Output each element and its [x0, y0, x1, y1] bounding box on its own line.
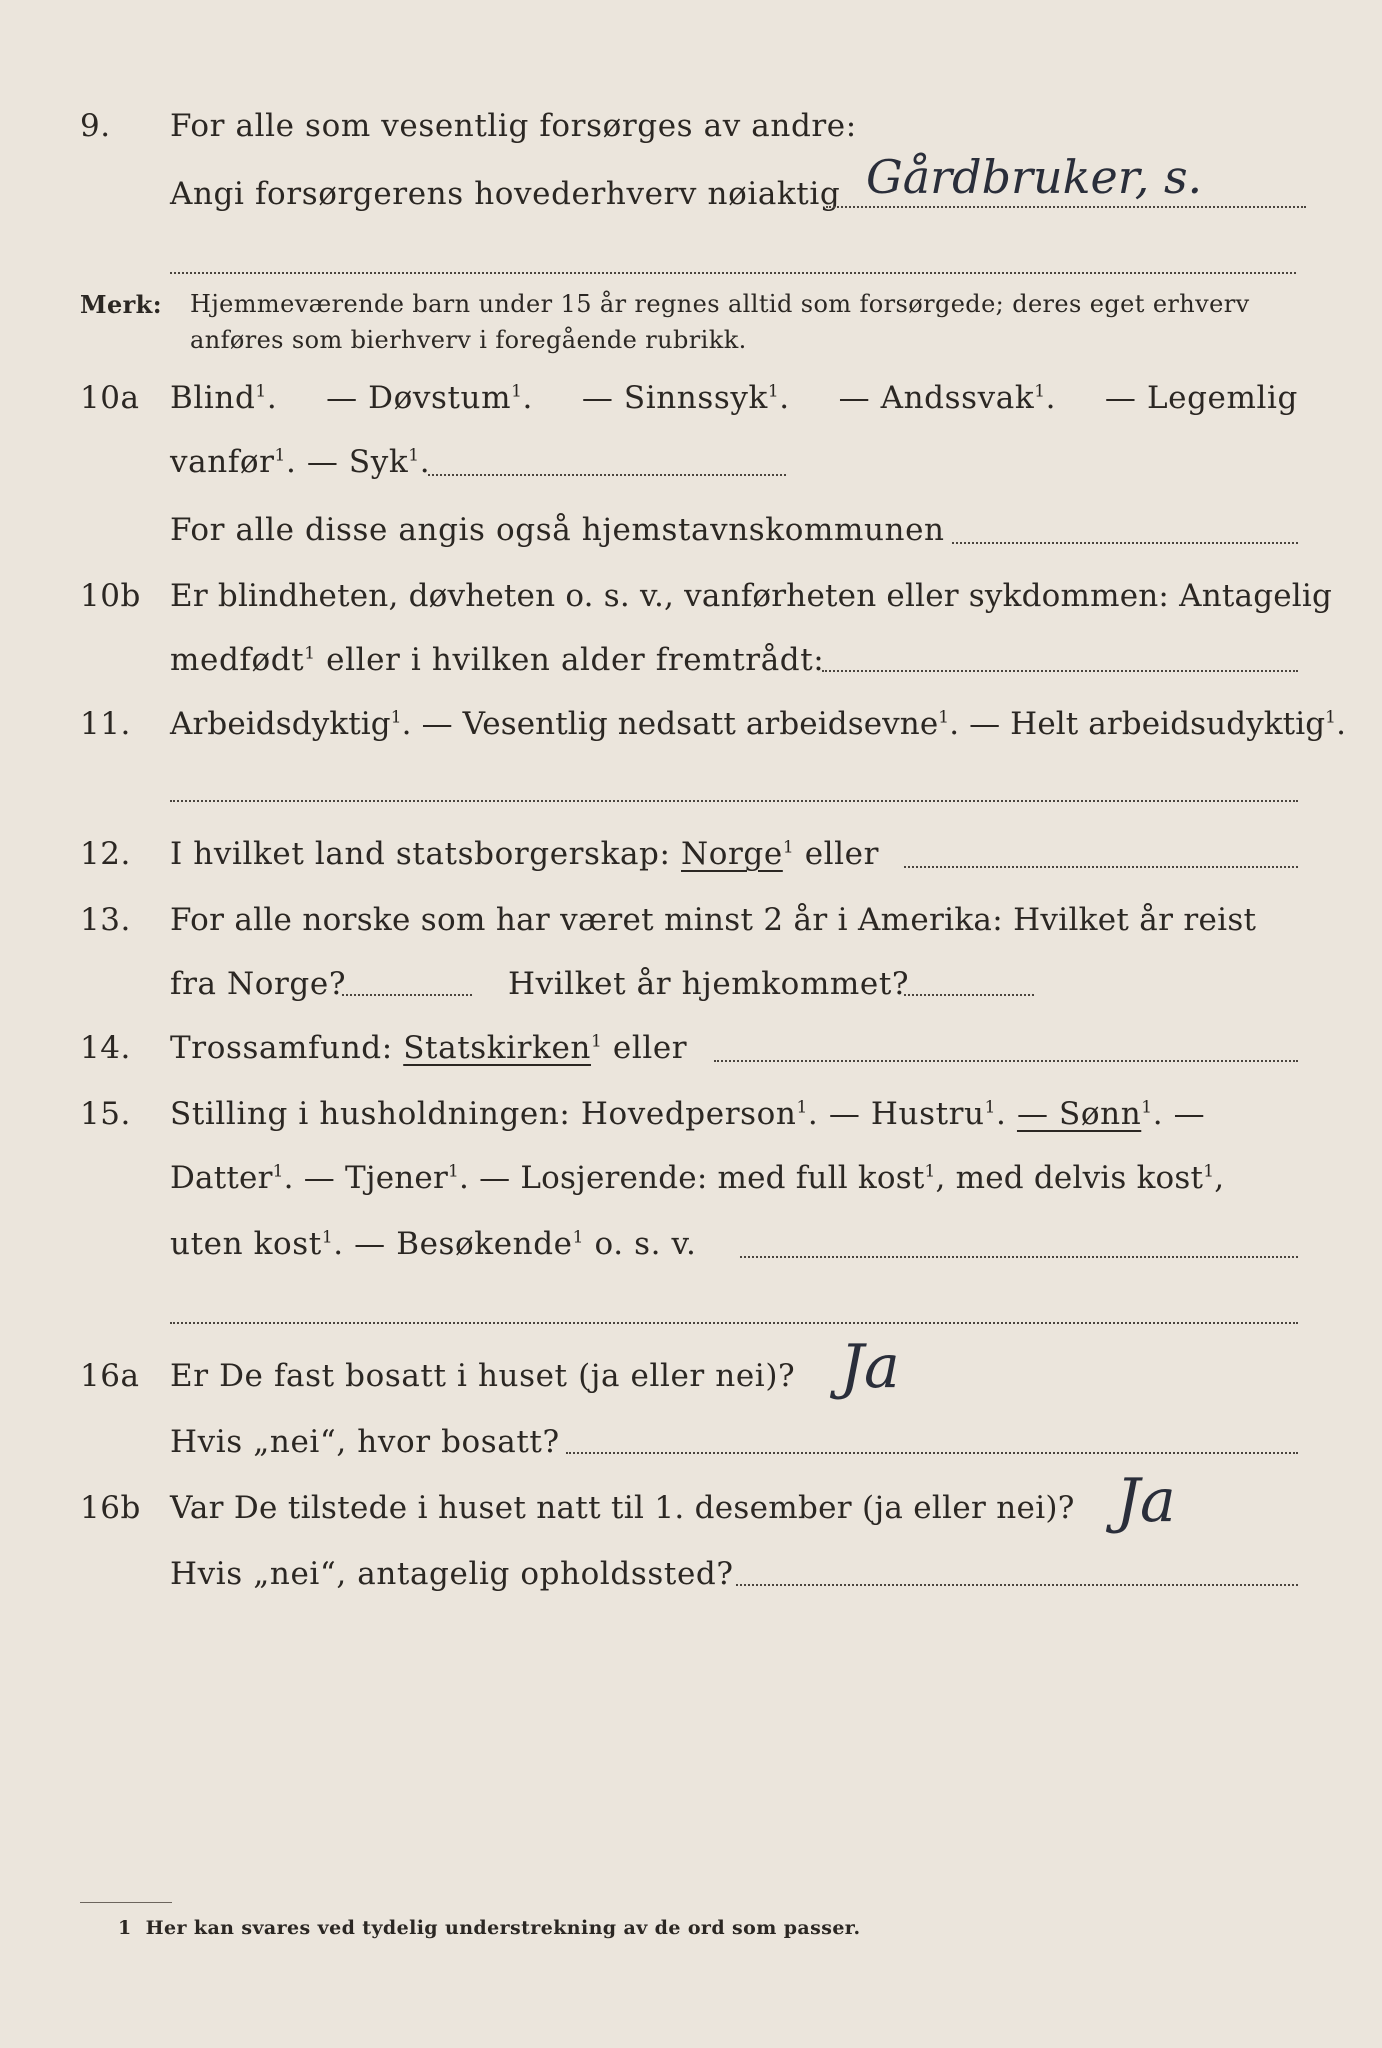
q10a-opt-andssvak: — Andssvak$^1$.: [838, 380, 1057, 416]
footnote: 1 Her kan svares ved tydelig understrekning av de ord som passer.: [118, 1917, 861, 1939]
q15-extra-line: [170, 1322, 1298, 1324]
q10b-line2: medfødt$^1$ eller i hvilken alder fremtrådt:: [170, 642, 825, 678]
q16b-opholdssted-line: [736, 1584, 1298, 1586]
q16a-handwritten-answer: Ja: [840, 1332, 900, 1402]
q16b-line2: Hvis „nei“, antagelig opholdssted?: [170, 1556, 734, 1592]
q12-answer-line: [904, 866, 1298, 868]
q9-handwritten-answer: Gårdbruker, s.: [866, 150, 1203, 204]
q14-number: 14.: [80, 1030, 131, 1066]
q12-underlined-norge: Norge: [681, 836, 783, 872]
q14-underlined-statskirken: Statskirken: [403, 1030, 591, 1066]
q9-number: 9.: [80, 108, 111, 144]
q14-answer-line: [714, 1060, 1298, 1062]
q15-number: 15.: [80, 1096, 131, 1132]
q10a-number: 10a: [80, 380, 140, 416]
q13-reist-line: [342, 994, 472, 996]
q10b-line1: Er blindheten, døvheten o. s. v., vanførheten eller sykdommen: Antagelig: [170, 578, 1333, 614]
q15-line3: uten kost$^1$. — Besøkende$^1$ o. s. v.: [170, 1226, 697, 1262]
q13-line1: For alle norske som har været minst 2 år i Amerika: Hvilket år reist: [170, 902, 1257, 938]
q14-line: Trossamfund: Statskirken$^1$ eller: [170, 1030, 688, 1066]
q13-hjemkommet-line: [904, 994, 1034, 996]
q9-line2: Angi forsørgerens hovederhverv nøiaktig: [170, 176, 841, 212]
q11-extra-line: [170, 800, 1298, 802]
q10b-alder-line: [822, 670, 1298, 672]
q15-line1: Stilling i husholdningen: Hovedperson$^1$. — Hustru$^1$. — Sønn$^1$. —: [170, 1096, 1206, 1132]
q13-line2b: Hvilket år hjemkommet?: [508, 966, 910, 1002]
q13-number: 13.: [80, 902, 131, 938]
q16b-line1: Var De tilstede i huset natt til 1. desember (ja eller nei)?: [170, 1490, 1075, 1526]
q10a-line3: For alle disse angis også hjemstavnskommunen: [170, 512, 945, 548]
note-line2: anføres som bierhverv i foregående rubrikk.: [190, 326, 747, 354]
q9-answer-line: [826, 206, 1306, 208]
q10a-kommune-line: [952, 542, 1298, 544]
q12-number: 12.: [80, 836, 131, 872]
q9-extra-line: [170, 272, 1296, 274]
q13-line2a: fra Norge?: [170, 966, 347, 1002]
footnote-rule: [80, 1902, 172, 1903]
q11-line: Arbeidsdyktig$^1$. — Vesentlig nedsatt arbeidsevne$^1$. — Helt arbeidsudyktig$^1$.: [170, 706, 1347, 742]
q10a-syk-line: [428, 474, 786, 476]
q15-line2: Datter$^1$. — Tjener$^1$. — Losjerende: med full kost$^1$, med delvis kost$^1$,: [170, 1160, 1225, 1196]
q16a-bosatt-line: [566, 1452, 1298, 1454]
q10a-opt-blind: Blind$^1$.: [170, 380, 278, 416]
note-label: Merk:: [80, 290, 162, 319]
q10b-number: 10b: [80, 578, 141, 614]
q10a-opt-legemlig: — Legemlig: [1104, 380, 1298, 416]
q9-line1: For alle som vesentlig forsørges av andre:: [170, 108, 857, 144]
q15-answer-line: [740, 1256, 1298, 1258]
q10a-opt-sinnssyk: — Sinnssyk$^1$.: [581, 380, 790, 416]
q15-underlined-sonn: — Sønn: [1016, 1096, 1142, 1132]
q16a-line1: Er De fast bosatt i huset (ja eller nei)?: [170, 1358, 796, 1394]
q16b-handwritten-answer: Ja: [1116, 1466, 1176, 1536]
q16b-number: 16b: [80, 1490, 141, 1526]
q10a-line2: vanfør$^1$. — Syk$^1$.: [170, 444, 431, 480]
note-line1: Hjemmeværende barn under 15 år regnes alltid som forsørgede; deres eget erhverv: [190, 290, 1250, 318]
q12-line: I hvilket land statsborgerskap: Norge$^1$ eller: [170, 836, 880, 872]
q11-number: 11.: [80, 706, 131, 742]
q16a-line2: Hvis „nei“, hvor bosatt?: [170, 1424, 560, 1460]
q10a-opt-dovstum: — Døvstum$^1$.: [326, 380, 534, 416]
q10a-options: [170, 380, 1298, 416]
q16a-number: 16a: [80, 1358, 140, 1394]
